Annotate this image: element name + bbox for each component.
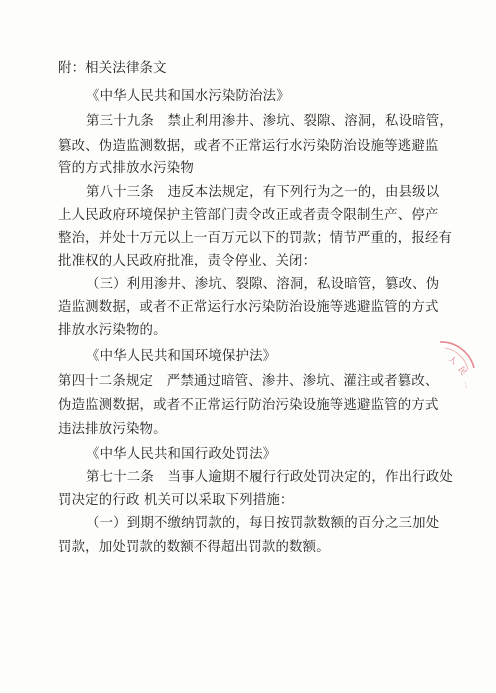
svg-text:民: 民: [456, 364, 469, 377]
article-83-item-3-line-3: 排放水污染物的。: [58, 323, 167, 338]
article-39-line-1: 第三十九条 禁止利用渗井、渗坑、裂隙、溶洞，私设暗管，: [86, 114, 453, 129]
article-83-line-1: 第八十三条 违反本法规定，有下列行为之一的，由县级以: [86, 185, 440, 200]
svg-text:人: 人: [446, 354, 459, 367]
article-72-item-1-line-1: （一）到期不缴纳罚款的，每日按罚款数额的百分之三加处: [86, 516, 440, 531]
article-39-line-3: 管的方式排放水污染物: [58, 161, 194, 176]
law-title-water: 《中华人民共和国水污染防治法》: [86, 89, 290, 104]
article-72-item-1-line-2: 罚款，加处罚款的数额不得超出罚款的数额。: [58, 540, 330, 555]
article-83-line-4: 批准权的人民政府批准，责令停业、关闭：: [58, 254, 317, 269]
article-42-line-1: 第四十二条规定 严禁通过暗管、渗井、渗坑、灌注或者篡改、: [58, 374, 439, 389]
article-83-line-2: 上人民政府环境保护主管部门责令改正或者责令限制生产、停产: [58, 208, 439, 223]
article-83-item-3-line-2: 造监测数据，或者不正常运行水污染防治设施等逃避监管的方式: [58, 300, 439, 315]
article-83-item-3-line-1: （三）利用渗井、渗坑、裂隙、溶洞，私设暗管，篡改、伪: [86, 277, 440, 292]
svg-text:…: …: [463, 380, 473, 390]
article-42-line-3: 违法排放污染物。: [58, 422, 167, 437]
article-72-line-2: 罚决定的行政 机关可以采取下列措施：: [58, 493, 294, 508]
article-39-line-2: 篡改、伪造监测数据，或者不正常运行水污染防治设施等逃避监: [58, 139, 439, 154]
article-42-line-2: 伪造监测数据，或者不正常运行防治污染设施等逃避监管的方式: [58, 398, 439, 413]
appendix-heading: 附：相关法律条文: [58, 61, 167, 76]
article-83-line-3: 整治，并处十万元以上一百万元以下的罚款；情节严重的，报经有: [58, 231, 453, 246]
law-title-administrative-penalty: 《中华人民共和国行政处罚法》: [86, 447, 277, 462]
article-72-line-1: 第七十二条 当事人逾期不履行行政处罚决定的，作出行政处: [86, 470, 453, 485]
official-seal: [432, 338, 476, 398]
law-title-environment: 《中华人民共和国环境保护法》: [86, 349, 277, 364]
